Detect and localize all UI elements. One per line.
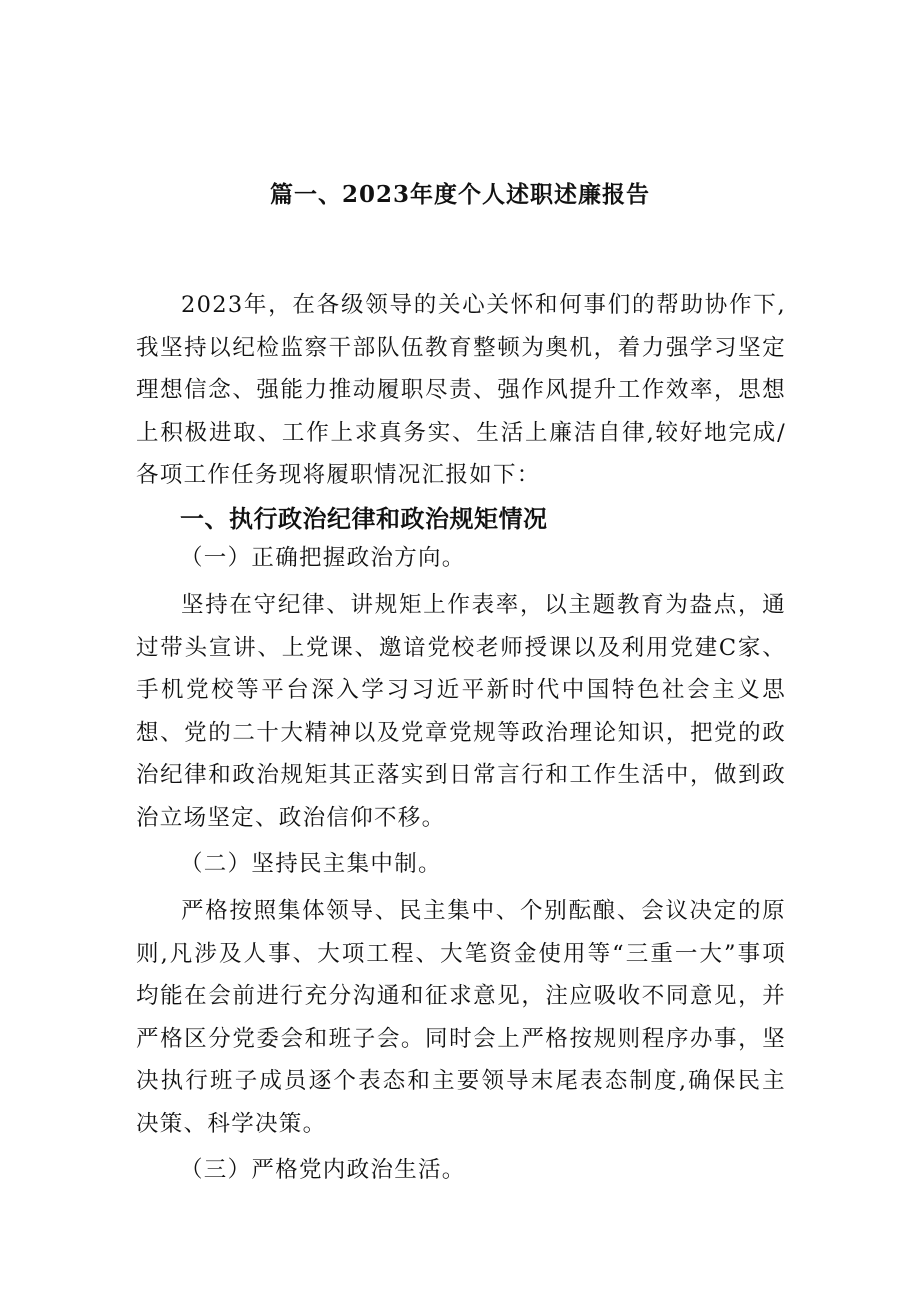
subsection-heading-3: （三）严格党内政治生活。 (180, 1157, 466, 1183)
intro-paragraph-block (136, 284, 786, 497)
subsection-2-body-block (136, 890, 786, 1145)
subsection-heading-1: （一）正确把握政治方向。 (180, 545, 466, 571)
subsection-heading-2: （二）坚持民主集中制。 (180, 851, 442, 877)
section-heading: 一、执行政治纪律和政治规矩情况 (180, 505, 548, 533)
subsection-1-body-block (136, 584, 786, 839)
subsection-2-paragraph: 严格按照集体领导、民主集中、个别酝酿、会议决定的原则,凡涉及人事、大项工程、大笔资金使用等“三重一大”事项均能在会前进行充分沟通和征求意见，注应吸收不同意见，并严格区分党委会和班子会。同时会上严格按规则程序办事，坚决执行班子成员逐个表态和主要领导末尾表态制度,确保民主决策、科学决策。 (136, 898, 786, 1137)
intro-paragraph: 2023年，在各级领导的关心关怀和何事们的帮助协作下,我坚持以纪检监察干部队伍教育整顿为奥机，着力强学习坚定理想信念、强能力推动履职尽责、强作风提升工作效率，思想上积极进取、工作上求真务实、生活上廉洁自律,较好地完成/各项工作任务现将履职情况汇报如下： (136, 292, 786, 488)
subsection-1-paragraph: 坚持在守纪律、讲规矩上作表率，以主题教育为盎点，通过带头宣讲、上党课、邀谙党校老师授课以及利用党建C家、手机党校等平台深入学习习近平新时代中国特色社会主义思想、党的二十大精神以及党章党规等政治理论知识，把党的政治纪律和政治规矩其正落实到日常言行和工作生活中，做到政治立场坚定、政治信仰不移。 (136, 592, 786, 831)
document-title: 篇一、2023年度个人述职述廉报告 (269, 181, 650, 208)
